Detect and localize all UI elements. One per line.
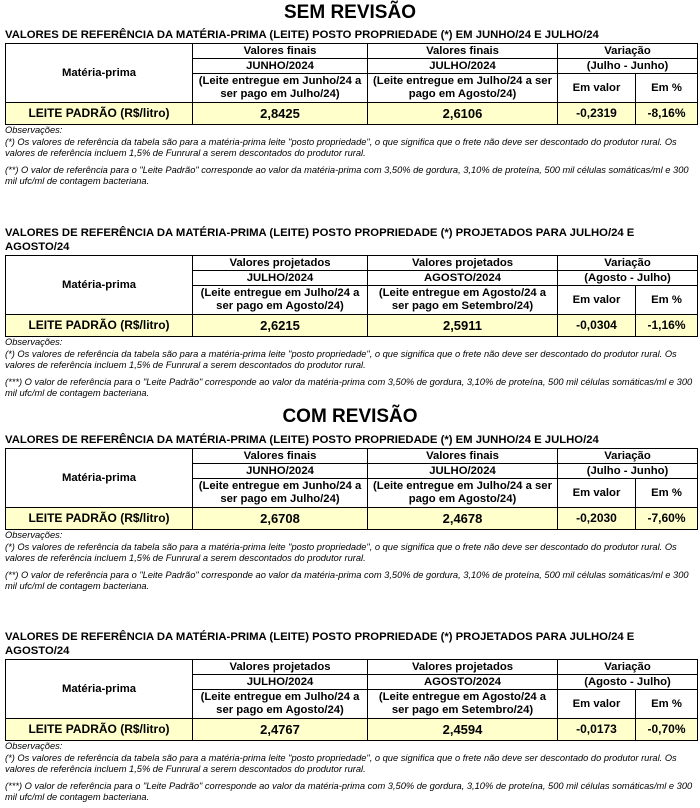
row-label: LEITE PADRÃO (R$/litro) bbox=[6, 508, 193, 530]
header-variacao: Variação bbox=[558, 256, 698, 271]
value-diff: -0,2030 bbox=[558, 508, 636, 530]
table-block-sem-revisao-final bbox=[5, 28, 697, 188]
value-col1: 2,6215 bbox=[193, 315, 368, 337]
header-em-pct: Em % bbox=[636, 479, 698, 508]
obs-note-2: (***) O valor de referência para o "Leite Padrão" corresponde ao valor da matéria-prima com 3,50% de gordura, 3,10% de proteína, 500 mil células somáticas/ml e 300 mil ufc/ml de contagem bacteriana. bbox=[5, 780, 693, 802]
value-col1: 2,4767 bbox=[193, 719, 368, 741]
section-title-com-revisao: COM REVISÃO bbox=[282, 406, 418, 427]
header-col1-month: JULHO/2024 bbox=[193, 675, 368, 690]
header-col2-line1: Valores finais bbox=[368, 449, 558, 464]
header-col2-month: AGOSTO/2024 bbox=[368, 675, 558, 690]
header-col1-sub: (Leite entregue em Junho/24 a ser pago em Julho/24) bbox=[193, 74, 368, 103]
header-col1-month: JUNHO/2024 bbox=[193, 59, 368, 74]
header-em-valor: Em valor bbox=[558, 74, 636, 103]
section-title-sem-revisao: SEM REVISÃO bbox=[284, 2, 416, 23]
obs-title: Observações: bbox=[5, 741, 63, 751]
header-col1-line1: Valores finais bbox=[193, 44, 368, 59]
value-diff: -0,0173 bbox=[558, 719, 636, 741]
value-pct: -1,16% bbox=[636, 315, 698, 337]
value-col1: 2,8425 bbox=[193, 103, 368, 125]
table-row-leite-padrao bbox=[6, 315, 698, 337]
reference-values-table bbox=[5, 659, 698, 741]
obs-note-1: (*) Os valores de referência da tabela são para a matéria-prima leite "posto propriedade", o que significa que o frete não deve ser descontado do produtor rural. Os valores de referência incluem 1,5% de Funrural a serem descontados do produtor rural. bbox=[5, 348, 677, 370]
obs-note-1: (*) Os valores de referência da tabela são para a matéria-prima leite "posto propriedade", o que significa que o frete não deve ser descontado do produtor rural. Os valores de referência incluem 1,5% de Funrural a serem descontados do produtor rural. bbox=[5, 136, 677, 158]
obs-note-2: (**) O valor de referência para o "Leite Padrão" corresponde ao valor da matéria-prima com 3,50% de gordura, 3,10% de proteína, 500 mil células somáticas/ml e 300 mil ufc/ml de contagem bacteriana. bbox=[5, 569, 689, 591]
value-col2: 2,4594 bbox=[368, 719, 558, 741]
header-materia-prima: Matéria-prima bbox=[6, 449, 193, 508]
header-col1-line1: Valores projetados bbox=[193, 256, 368, 271]
header-col2-month: JULHO/2024 bbox=[368, 464, 558, 479]
header-em-pct: Em % bbox=[636, 74, 698, 103]
header-variacao: Variação bbox=[558, 44, 698, 59]
header-col2-sub: (Leite entregue em Julho/24 a ser pago em Agosto/24) bbox=[368, 479, 558, 508]
header-col1-month: JUNHO/2024 bbox=[193, 464, 368, 479]
obs-title: Observações: bbox=[5, 337, 63, 347]
header-col2-line1: Valores projetados bbox=[368, 660, 558, 675]
header-col2-sub: (Leite entregue em Agosto/24 a ser pago em Setembro/24) bbox=[368, 286, 558, 315]
reference-values-table bbox=[5, 448, 698, 530]
header-variacao-period: (Agosto - Julho) bbox=[558, 271, 698, 286]
row-label: LEITE PADRÃO (R$/litro) bbox=[6, 103, 193, 125]
reference-values-table bbox=[5, 255, 698, 337]
reference-values-table bbox=[5, 43, 698, 125]
table-title: VALORES DE REFERÊNCIA DA MATÉRIA-PRIMA (LEITE) POSTO PROPRIEDADE (*) PROJETADOS PARA JULHO/24 E AGOSTO/24 bbox=[5, 227, 635, 253]
value-pct: -0,70% bbox=[636, 719, 698, 741]
header-em-pct: Em % bbox=[636, 286, 698, 315]
obs-note-1: (*) Os valores de referência da tabela são para a matéria-prima leite "posto propriedade", o que significa que o frete não deve ser descontado do produtor rural. Os valores de referência incluem 1,5% de Funrural a serem descontados do produtor rural. bbox=[5, 541, 677, 563]
header-col1-month: JULHO/2024 bbox=[193, 271, 368, 286]
header-variacao-period: (Agosto - Julho) bbox=[558, 675, 698, 690]
header-em-valor: Em valor bbox=[558, 286, 636, 315]
header-em-valor: Em valor bbox=[558, 479, 636, 508]
header-variacao: Variação bbox=[558, 660, 698, 675]
obs-note-1: (*) Os valores de referência da tabela são para a matéria-prima leite "posto propriedade", o que significa que o frete não deve ser descontado do produtor rural. Os valores de referência incluem 1,5% de Funrural a serem descontados do produtor rural. bbox=[5, 752, 677, 774]
header-col2-sub: (Leite entregue em Julho/24 a ser pago em Agosto/24) bbox=[368, 74, 558, 103]
table-block-sem-revisao-projetado bbox=[5, 226, 697, 400]
header-col2-line1: Valores finais bbox=[368, 44, 558, 59]
value-diff: -0,2319 bbox=[558, 103, 636, 125]
obs-title: Observações: bbox=[5, 530, 63, 540]
header-col1-line1: Valores projetados bbox=[193, 660, 368, 675]
header-col1-sub: (Leite entregue em Julho/24 a ser pago em Agosto/24) bbox=[193, 286, 368, 315]
value-col2: 2,4678 bbox=[368, 508, 558, 530]
header-col2-sub: (Leite entregue em Agosto/24 a ser pago em Setembro/24) bbox=[368, 690, 558, 719]
header-col1-sub: (Leite entregue em Julho/24 a ser pago em Agosto/24) bbox=[193, 690, 368, 719]
row-label: LEITE PADRÃO (R$/litro) bbox=[6, 315, 193, 337]
header-col1-sub: (Leite entregue em Junho/24 a ser pago em Julho/24) bbox=[193, 479, 368, 508]
header-materia-prima: Matéria-prima bbox=[6, 44, 193, 103]
header-col2-month: AGOSTO/2024 bbox=[368, 271, 558, 286]
header-em-valor: Em valor bbox=[558, 690, 636, 719]
header-materia-prima: Matéria-prima bbox=[6, 256, 193, 315]
header-col2-month: JULHO/2024 bbox=[368, 59, 558, 74]
row-label: LEITE PADRÃO (R$/litro) bbox=[6, 719, 193, 741]
table-title: VALORES DE REFERÊNCIA DA MATÉRIA-PRIMA (LEITE) POSTO PROPRIEDADE (*) EM JUNHO/24 E JULHO/24 bbox=[5, 29, 599, 41]
header-materia-prima: Matéria-prima bbox=[6, 660, 193, 719]
obs-note-2: (***) O valor de referência para o "Leite Padrão" corresponde ao valor da matéria-prima com 3,50% de gordura, 3,10% de proteína, 500 mil células somáticas/ml e 300 mil ufc/ml de contagem bacteriana. bbox=[5, 376, 693, 398]
header-variacao-period: (Julho - Junho) bbox=[558, 464, 698, 479]
header-variacao-period: (Julho - Junho) bbox=[558, 59, 698, 74]
obs-note-2: (**) O valor de referência para o "Leite Padrão" corresponde ao valor da matéria-prima com 3,50% de gordura, 3,10% de proteína, 500 mil células somáticas/ml e 300 mil ufc/ml de contagem bacteriana. bbox=[5, 164, 689, 186]
value-col2: 2,6106 bbox=[368, 103, 558, 125]
table-row-leite-padrao bbox=[6, 103, 698, 125]
table-block-com-revisao-final bbox=[5, 433, 697, 593]
table-block-com-revisao-projetado bbox=[5, 630, 697, 804]
table-row-leite-padrao bbox=[6, 508, 698, 530]
value-col2: 2,5911 bbox=[368, 315, 558, 337]
value-diff: -0,0304 bbox=[558, 315, 636, 337]
header-em-pct: Em % bbox=[636, 690, 698, 719]
value-pct: -8,16% bbox=[636, 103, 698, 125]
header-col1-line1: Valores finais bbox=[193, 449, 368, 464]
header-variacao: Variação bbox=[558, 449, 698, 464]
obs-title: Observações: bbox=[5, 125, 63, 135]
table-row-leite-padrao bbox=[6, 719, 698, 741]
value-pct: -7,60% bbox=[636, 508, 698, 530]
table-title: VALORES DE REFERÊNCIA DA MATÉRIA-PRIMA (LEITE) POSTO PROPRIEDADE (*) EM JUNHO/24 E JULHO/24 bbox=[5, 434, 599, 446]
table-title: VALORES DE REFERÊNCIA DA MATÉRIA-PRIMA (LEITE) POSTO PROPRIEDADE (*) PROJETADOS PARA JULHO/24 E AGOSTO/24 bbox=[5, 631, 635, 657]
header-col2-line1: Valores projetados bbox=[368, 256, 558, 271]
value-col1: 2,6708 bbox=[193, 508, 368, 530]
